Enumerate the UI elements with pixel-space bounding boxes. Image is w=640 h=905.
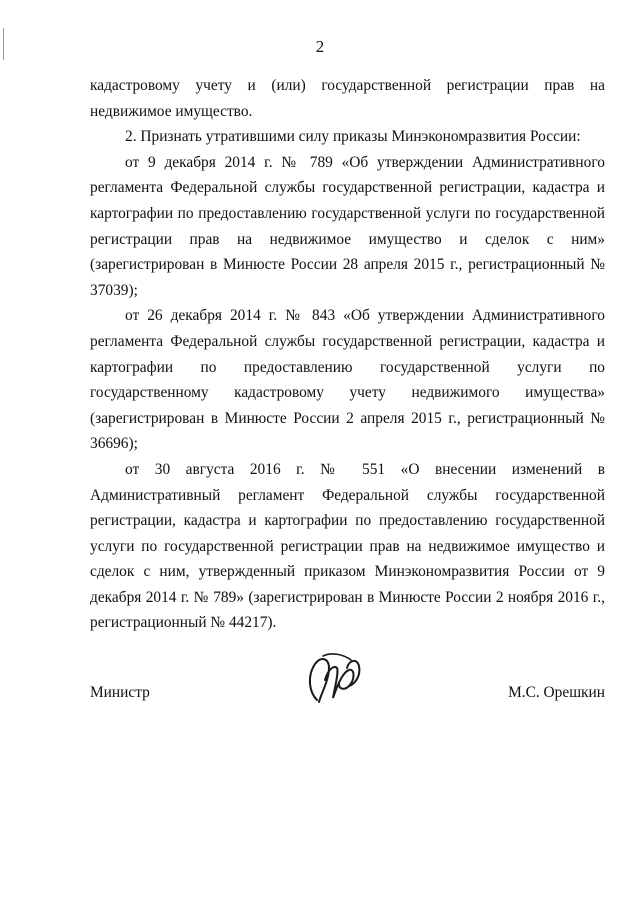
handwritten-signature-icon <box>299 650 375 710</box>
paragraph-item-2: 2. Признать утратившими силу приказы Минэкономразвития России: <box>125 128 581 146</box>
signatory-title: Министр <box>90 684 150 701</box>
document-body <box>90 73 605 636</box>
signatory-name: М.С. Орешкин <box>508 684 605 701</box>
paragraph-order-789: от 9 декабря 2014 г. № 789 «Об утверждении Административного регламента Федеральной службы государственной регистрации, кадастра и картографии по предоставлению государственной услуги по государственной регистрации прав на недвижимое имущество и сделок с ним» (зарегистрирован в Минюсте России 28 апреля 2015 г., регистрационный № 37039); <box>90 153 605 299</box>
paragraph-order-551: от 30 августа 2016 г. № 551 «О внесении изменений в Административный регламент Федеральной службы государственной регистрации, кадастра и картографии по предоставлению государственной услуги по государственной регистрации прав на недвижимое имущество и сделок с ним, утвержденный приказом Минэкономразвития России от 9 декабря 2014 г. № 789» (зарегистрирован в Минюсте России 2 ноября 2016 г., регистрационный № 44217). <box>90 460 605 632</box>
page-number: 2 <box>315 37 325 56</box>
paragraph-order-843: от 26 декабря 2014 г. № 843 «Об утверждении Административного регламента Федеральной службы государственной регистрации, кадастра и картографии по предоставлению государственной услуги по государственному кадастровому учету недвижимого имущества» (зарегистрирован в Минюсте России 2 апреля 2015 г., регистрационный № 36696); <box>90 307 605 453</box>
signature-block <box>90 684 605 714</box>
paragraph-continuation: кадастровому учету и (или) государственной регистрации прав на недвижимое имущество. <box>90 77 605 120</box>
